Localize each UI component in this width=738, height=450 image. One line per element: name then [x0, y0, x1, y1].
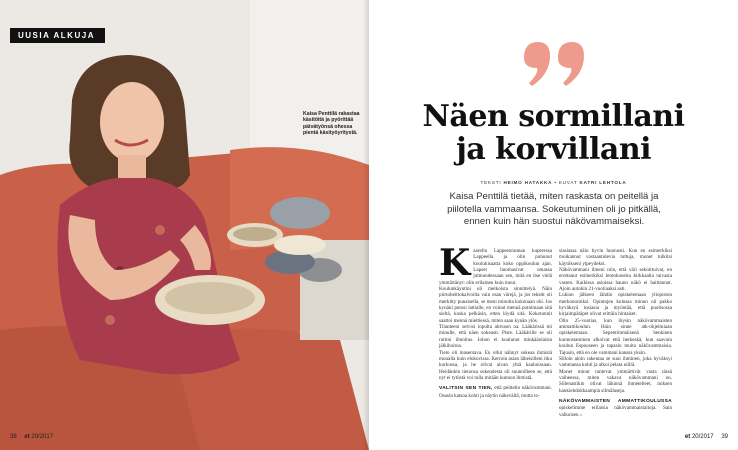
paragraph: Koulunkäyntini oli melkoista sinnittelyä. Näin piirtoheittokalvoilta vain osan värejä, ja jos tekstit oli merkitty punaisella, se meni minulta kokonaan ohi. Jos kynäni putosi lattialle, en voinut mennä potnimaan sitä sieltä, koska pelkäsin, etten löydä sitä. Kokotunnit saattoi mennä miettiessä, miten saan kynän ylös. — [439, 286, 552, 324]
issue-number: 20/2017 — [31, 434, 54, 440]
right-footer — [685, 434, 728, 440]
left-footer — [10, 434, 53, 440]
quote-mark-icon — [520, 40, 590, 90]
magazine-brand: et — [684, 434, 691, 440]
page-number: 39 — [721, 434, 728, 440]
page-number: 38 — [10, 434, 17, 440]
issue-number: 20/2017 — [691, 434, 714, 440]
right-page-article — [369, 0, 738, 450]
body-column-1 — [439, 242, 552, 399]
credit-text-name: HEIMO HATAKKA — [503, 180, 553, 185]
paragraph: että peittelin näkövammani. Osasin katsoa kohti ja näytin näkevältä, mutta to- — [439, 385, 552, 399]
paragraph: Olin 25-vuotias, kun löysin näkövammaisten ammattikoulun. Hain sinne atk-ohjelmiaan opiskelemaan. Sepentimmäisenä henkinen kunnostaminen alkoivat että herkeskä, kun saavuin koulun Espooseen ja tapasin muita näkövammaisia. Tajusin, että en ole vammani kanssa yksin. — [559, 317, 672, 356]
photo-caption: Kaisa Penttilä rakastaa käsitöitä ja pyörittää päivätyönsä ohessa pientä käsityöyritystä. — [303, 111, 360, 137]
article-headline — [369, 100, 738, 166]
paragraph: Silloin aloin rakentaa se suui ihminen, joka hyväksyi vammansa kohti ja alkoi pelata niillä. — [559, 355, 672, 369]
headline-line-2: ja korvillani — [455, 132, 652, 167]
credit-photo-label: KUVAT — [558, 180, 578, 185]
drop-cap: K — [439, 242, 471, 284]
subheading: VALITSIN SEN TIEN, — [439, 386, 493, 392]
paragraph: Lukion jälkeen lähdin opiskelemaan yliopiston merkonomiksi. Opintojen kulussa minun oli pakko hyväksyä tosiasia ja myöntää, että puolisossa kirjaimpätäpet olivat erittäin hintaiset. — [559, 292, 672, 318]
headline-line-1: Näen sormillani — [422, 99, 685, 134]
credit-photo-name: KATRI LEHTOLA — [579, 180, 627, 185]
section-tag: UUSIA ALKUJA — [10, 28, 105, 43]
paragraph: siasiassa näin hyvin huonosti. Kun en esimerkiksi moikannut vastaantulevia tuttuja, monet tulkitsi käytökseni ylpeydeksi. — [559, 248, 672, 267]
paragraph: opiskelimme erilaisia näkövammaistaitoja. Sain valkoisen — [559, 405, 672, 418]
paragraph: Tieto oli masentava. En ollut nähnyt sokeaa ihmistä muualla kuin elokuvissa. Kerroin asian läheisilleni itku kurkussa, ja he olivat aivan yhtä kauhuissaan. Heidänkin tietonsa sokeudesta oli suunnilleen se, että nyt ei tytöstä voi tulla mitään kunnon ihmistä. — [439, 349, 552, 381]
continue-arrow-icon: » — [579, 411, 583, 418]
paragraph: Monet minut tuntevat ymmärtivät vasta tässä vaiheessa, miten vakava näkövammani on. Sillenastikin olivat lähinnä ihmetelleet, miksen hankiehdokkaampia silmälaseja. — [559, 368, 672, 394]
magazine-brand: et — [24, 434, 30, 440]
paragraph: aarelin Lappeenrannan kuperessa Lappeella ja olin puhunut koulukisaatta koko oppikoulun ajan. Lapset huomasivat omassa julmuudessaan sen, mitä en itse vielä ymmärtänyt: olin erilainen kuin muut. — [439, 248, 552, 286]
credit-text-label: TEKSTI — [480, 180, 502, 185]
body-column-2 — [559, 248, 672, 418]
paragraph: Näkövammani ilmeni niin, että väri sekoittuivat, en erottanut esimerkiksi lentokoneita kirkkaalta taivasta vasten. Kaikissa asioissa hauno näkö ei haittannut. Ajoin autokin 21-vuotiaaksi asti. — [559, 267, 672, 293]
paragraph: Tilanteeni selvisi lopulta ahtvaon na. Lääkärissä mi minulle, että näen sokeasti. Piste. Lääkärille se oli ruttini ilmoitus. Johon ei kuulunut minkäänlaista jälkihoitoa. — [439, 324, 552, 350]
article-credits: TEKSTI HEIMO HATAKKA • KUVAT KATRI LEHTOLA — [480, 180, 627, 185]
subheading: NÄKÖVAMMAISTEN AMMATTIKOULUSSA — [559, 398, 672, 404]
article-lead: Kaisa Penttilä tietää, miten raskasta on peitellä ja piilotella vammaansa. Sokeutuminen oli jo pitkällä, ennen kuin hän suostui näkövammaiseksi. — [447, 191, 661, 227]
